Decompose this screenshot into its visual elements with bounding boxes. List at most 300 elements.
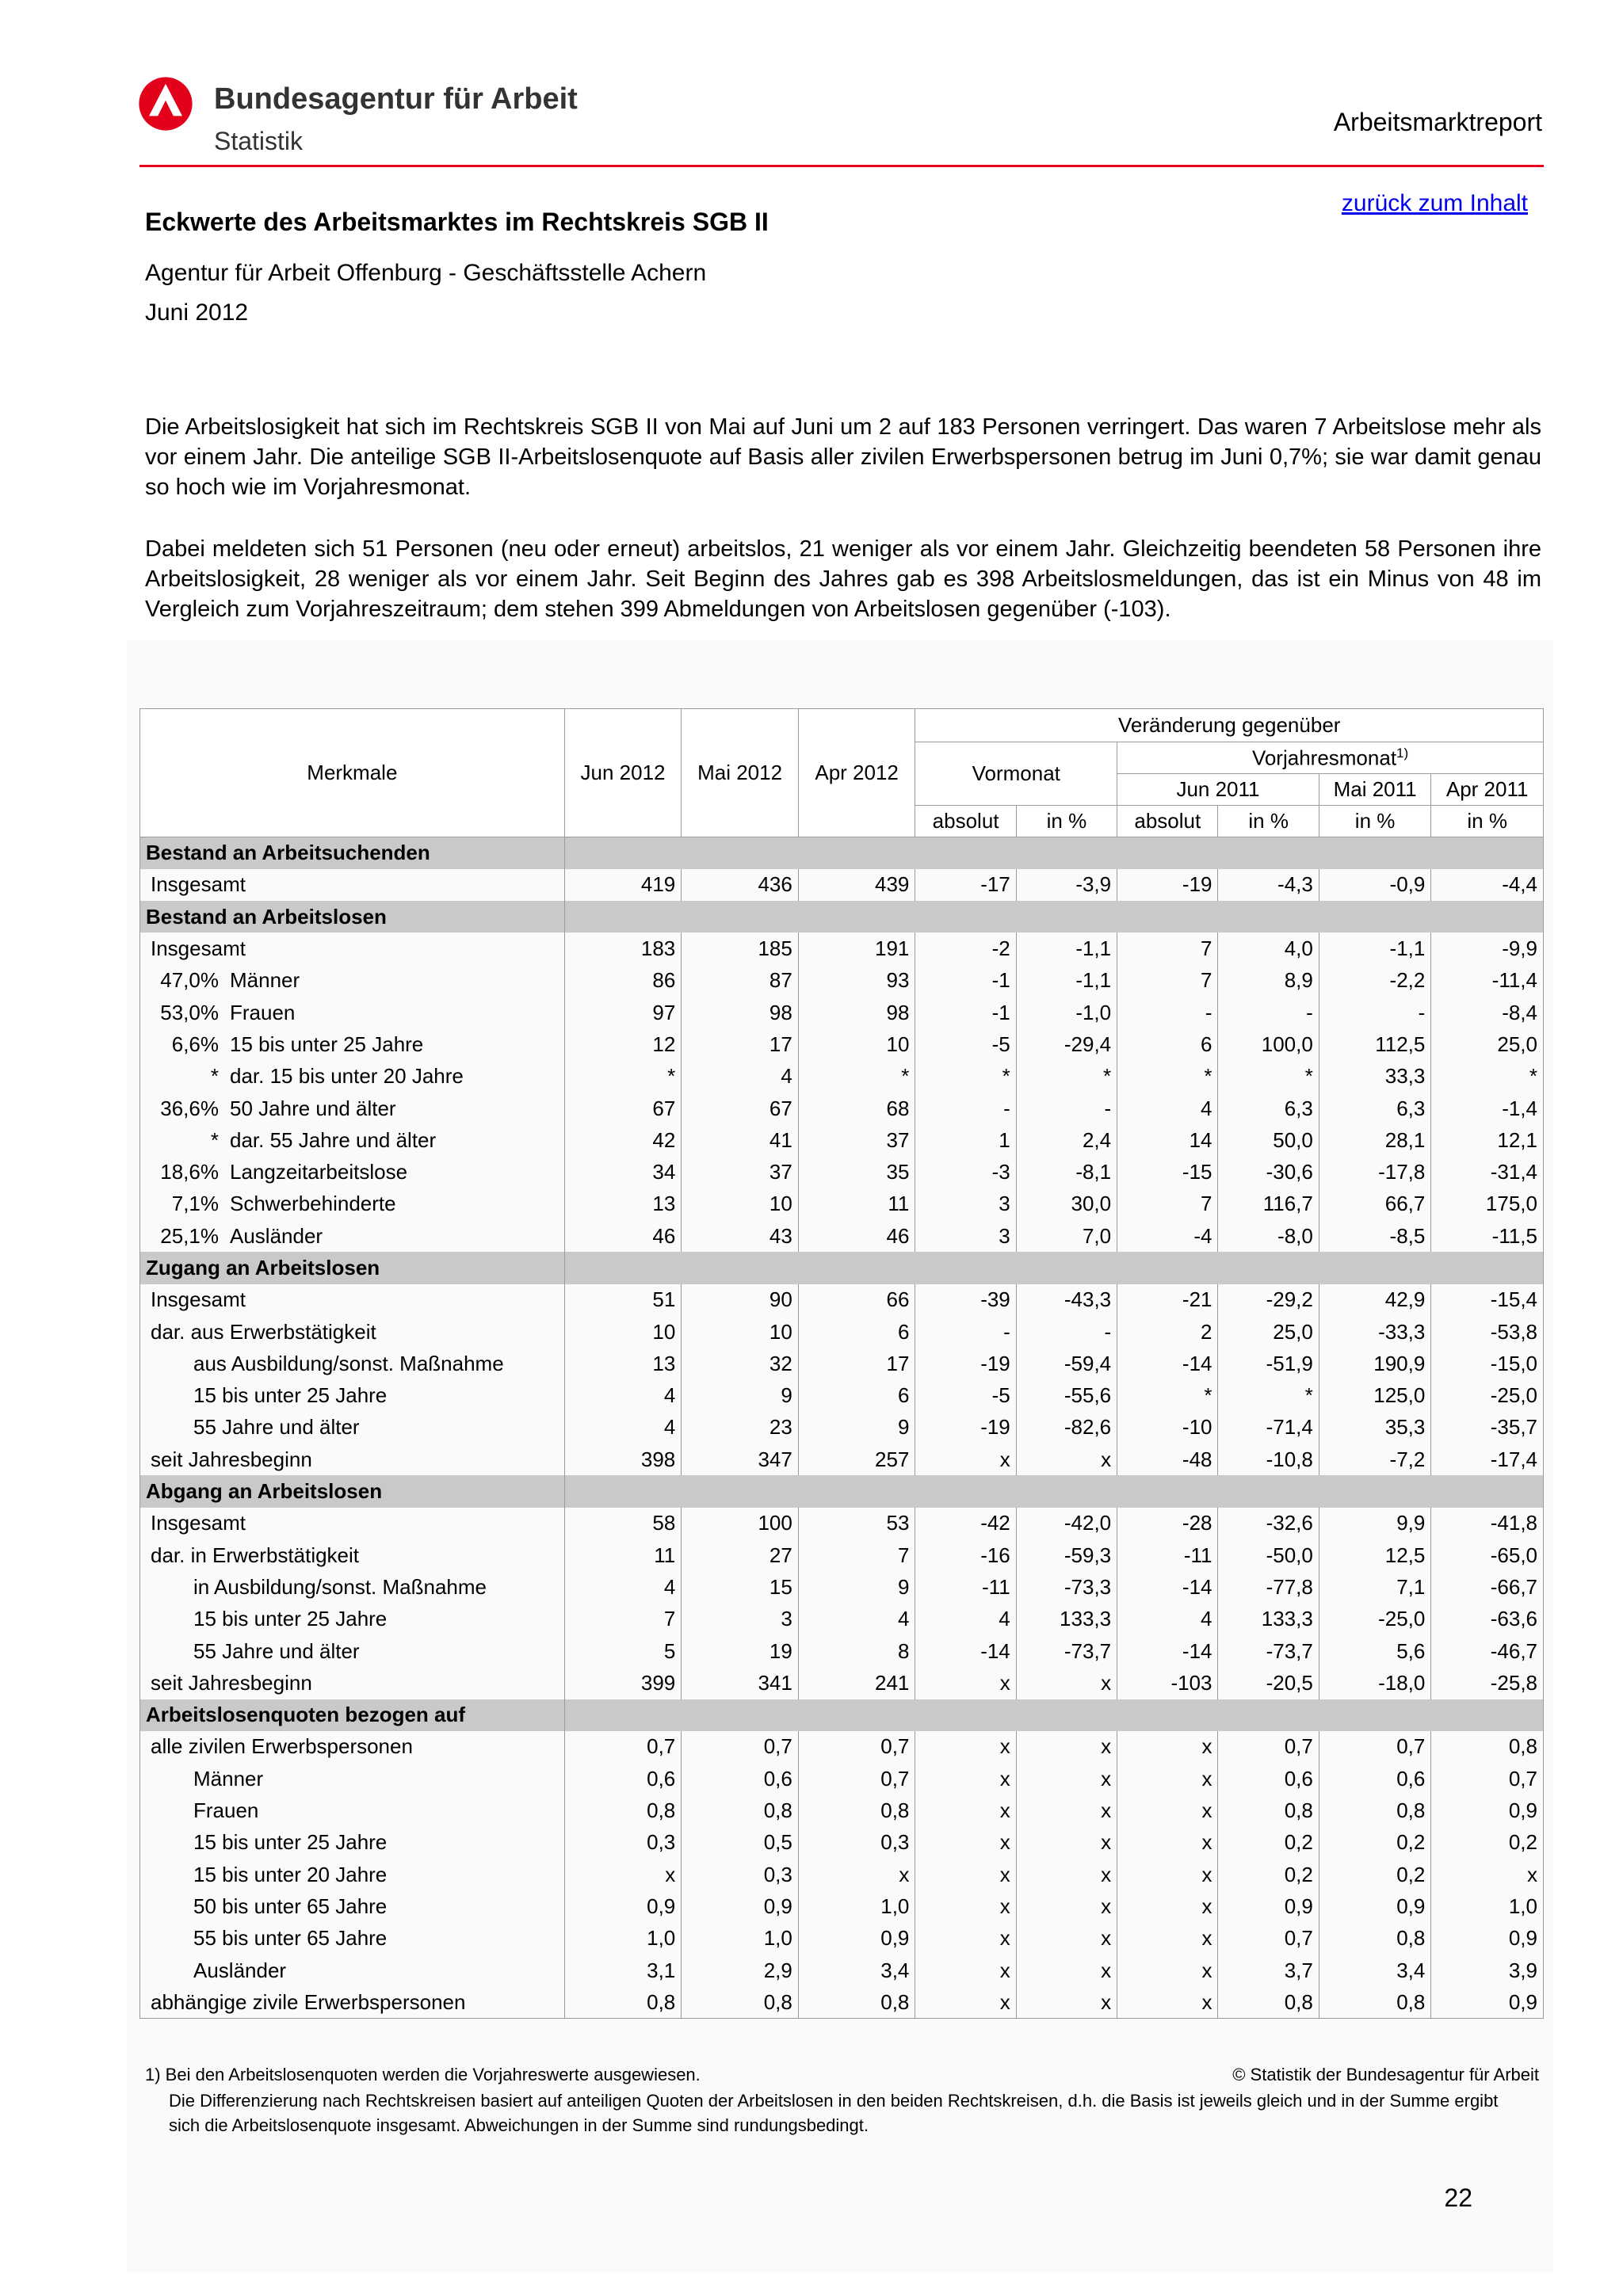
value-cell: -41,8 [1431, 1508, 1544, 1539]
value-cell: -10 [1117, 1412, 1218, 1444]
table-row [140, 1986, 1544, 2018]
value-cell: -11,4 [1431, 965, 1544, 997]
row-label-cell [140, 1444, 565, 1475]
section-fill-cell [1218, 1699, 1319, 1731]
row-label: Frauen [193, 1798, 259, 1823]
row-label: dar. aus Erwerbstätigkeit [151, 1319, 376, 1344]
value-cell: 0,7 [1319, 1731, 1431, 1763]
back-to-contents-link[interactable]: zurück zum Inhalt [1341, 190, 1528, 216]
row-share-pct: 53,0% [160, 1000, 219, 1024]
section-fill-cell [564, 1475, 682, 1507]
value-cell: 7 [1117, 1188, 1218, 1220]
section-fill-cell [1117, 1475, 1218, 1507]
value-cell: * [1218, 1061, 1319, 1093]
value-cell: 0,8 [682, 1794, 799, 1826]
value-cell: 4 [1117, 1604, 1218, 1635]
value-cell: 4 [915, 1604, 1016, 1635]
value-cell: * [1431, 1061, 1544, 1093]
value-cell: x [915, 1667, 1016, 1699]
value-cell: 98 [682, 997, 799, 1028]
value-cell: 15 [682, 1571, 799, 1603]
value-cell: -31,4 [1431, 1156, 1544, 1188]
value-cell: 90 [682, 1284, 799, 1316]
value-cell: 67 [564, 1093, 682, 1124]
value-cell: x [1016, 1955, 1117, 1986]
footnote-2: Die Differenzierung nach Rechtskreisen basiert auf anteiligen Quoten der Arbeitslosen in den beiden Rechtskreisen, d.h. die Basis ist jeweils gleich und in der Summe ergibt sich die Arbeitslosenquote insgesamt. Abweichungen in der Summe sind rundungsbedingt. [169, 2091, 1499, 2135]
value-cell: - [1319, 997, 1431, 1028]
section-fill-cell [798, 1252, 915, 1283]
value-cell: 13 [564, 1188, 682, 1220]
value-cell: x [915, 1890, 1016, 1922]
section-fill-cell [1218, 901, 1319, 933]
section-fill-cell [564, 837, 682, 869]
value-cell: 12 [564, 1028, 682, 1060]
value-cell: 7 [1117, 933, 1218, 964]
value-cell: 6 [1117, 1028, 1218, 1060]
value-cell: 23 [682, 1412, 799, 1444]
section-fill-cell [798, 901, 915, 933]
value-cell: 1,0 [564, 1923, 682, 1955]
value-cell: 66,7 [1319, 1188, 1431, 1220]
section-fill-cell [1016, 1699, 1117, 1731]
col-vj-absolut: absolut [1117, 806, 1218, 837]
value-cell: 4 [682, 1061, 799, 1093]
row-label: 55 Jahre und älter [193, 1415, 360, 1440]
value-cell: 68 [798, 1093, 915, 1124]
section-fill-cell [1218, 1252, 1319, 1283]
section-fill-cell [682, 1699, 799, 1731]
value-cell: -46,7 [1431, 1635, 1544, 1667]
value-cell: -1,4 [1431, 1093, 1544, 1124]
value-cell: 14 [1117, 1124, 1218, 1156]
row-label: dar. in Erwerbstätigkeit [151, 1543, 360, 1567]
value-cell: 0,6 [564, 1763, 682, 1794]
value-cell: -1,1 [1016, 933, 1117, 964]
value-cell: 112,5 [1319, 1028, 1431, 1060]
value-cell: 9 [798, 1571, 915, 1603]
value-cell: 35 [798, 1156, 915, 1188]
value-cell: 19 [682, 1635, 799, 1667]
table-body [140, 837, 1544, 2019]
value-cell: -65,0 [1431, 1539, 1544, 1571]
copyright: © Statistik der Bundesagentur für Arbeit [1232, 2065, 1539, 2084]
row-label: Insgesamt [151, 936, 246, 961]
col-jun2011: Jun 2011 [1117, 774, 1319, 806]
row-label-cell [140, 1667, 565, 1699]
value-cell: -63,6 [1431, 1604, 1544, 1635]
value-cell: x [1117, 1859, 1218, 1890]
section-fill-cell [1016, 901, 1117, 933]
value-cell: -73,7 [1218, 1635, 1319, 1667]
value-cell: 0,9 [1431, 1923, 1544, 1955]
value-cell: 9,9 [1319, 1508, 1431, 1539]
value-cell: 10 [682, 1316, 799, 1348]
value-cell: 0,7 [798, 1763, 915, 1794]
row-label-cell [140, 1571, 565, 1603]
value-cell: 0,9 [1218, 1890, 1319, 1922]
value-cell: 51 [564, 1284, 682, 1316]
table-row [140, 1061, 1544, 1093]
row-label-cell [140, 1093, 565, 1124]
value-cell: -4,3 [1218, 869, 1319, 901]
value-cell: 7,0 [1016, 1220, 1117, 1252]
section-label: Abgang an Arbeitslosen [140, 1475, 565, 1507]
section-fill-cell [1431, 901, 1544, 933]
value-cell: 34 [564, 1156, 682, 1188]
row-label-cell [140, 1794, 565, 1826]
value-cell: -42,0 [1016, 1508, 1117, 1539]
section-fill-cell [564, 901, 682, 933]
value-cell: x [915, 1923, 1016, 1955]
value-cell: 2,9 [682, 1955, 799, 1986]
value-cell: - [915, 1316, 1016, 1348]
value-cell: -30,6 [1218, 1156, 1319, 1188]
summary-paragraph-1: Die Arbeitslosigkeit hat sich im Rechtskreis SGB II von Mai auf Juni um 2 auf 183 Personen verringert. Das waren 7 Arbeitslose mehr als vor einem Jahr. Die anteilige SGB II-Arbeitslosenquote auf Basis aller zivilen Erwerbspersonen betrug im Juni 0,7%; sie war damit genau so hoch wie im Vorjahresmonat. [145, 414, 1541, 500]
value-cell: 0,5 [682, 1827, 799, 1859]
value-cell: 6,3 [1218, 1093, 1319, 1124]
table-row [140, 1124, 1544, 1156]
value-cell: -1,0 [1016, 997, 1117, 1028]
value-cell: x [564, 1859, 682, 1890]
value-cell: -25,8 [1431, 1667, 1544, 1699]
section-fill-cell [1319, 901, 1431, 933]
value-cell: 0,8 [682, 1986, 799, 2018]
table-row [140, 869, 1544, 901]
value-cell: 10 [798, 1028, 915, 1060]
col-mai2011-pct: in % [1319, 806, 1431, 837]
value-cell: -11 [1117, 1539, 1218, 1571]
value-cell: 3,7 [1218, 1955, 1319, 1986]
section-fill-cell [564, 1252, 682, 1283]
section-fill-cell [1117, 837, 1218, 869]
value-cell: x [915, 1986, 1016, 2018]
value-cell: 0,8 [564, 1986, 682, 2018]
section-fill-cell [1218, 837, 1319, 869]
row-label-cell [140, 1348, 565, 1379]
value-cell: 42 [564, 1124, 682, 1156]
value-cell: 1,0 [682, 1923, 799, 1955]
value-cell: -14 [1117, 1571, 1218, 1603]
table-row [140, 1156, 1544, 1188]
row-label-cell [140, 965, 565, 997]
value-cell: x [915, 1955, 1016, 1986]
value-cell: 42,9 [1319, 1284, 1431, 1316]
value-cell: 0,6 [682, 1763, 799, 1794]
section-fill-cell [682, 1252, 799, 1283]
row-share-pct: 25,1% [160, 1223, 219, 1248]
value-cell: 46 [564, 1220, 682, 1252]
row-label-cell [140, 1124, 565, 1156]
row-share-pct: 18,6% [160, 1160, 219, 1184]
col-group-vorjahresmonat [1117, 742, 1544, 774]
row-label-cell [140, 1859, 565, 1890]
value-cell: 3,4 [1319, 1955, 1431, 1986]
value-cell: - [1016, 1093, 1117, 1124]
value-cell: 93 [798, 965, 915, 997]
value-cell: -103 [1117, 1667, 1218, 1699]
row-share-pct: 7,1% [171, 1192, 219, 1216]
table-row [140, 1571, 1544, 1603]
value-cell: -19 [915, 1412, 1016, 1444]
value-cell: 7 [1117, 965, 1218, 997]
row-label: aus Ausbildung/sonst. Maßnahme [193, 1351, 504, 1375]
col-group-veraenderung: Veränderung gegenüber [915, 709, 1544, 742]
value-cell: x [1016, 1794, 1117, 1826]
table-row [140, 1667, 1544, 1699]
value-cell: x [1117, 1986, 1218, 2018]
value-cell: 8 [798, 1635, 915, 1667]
footnote-1: 1) Bei den Arbeitslosenquoten werden die Vorjahreswerte ausgewiesen. [145, 2065, 701, 2084]
value-cell: 5 [564, 1635, 682, 1667]
value-cell: 3 [915, 1220, 1016, 1252]
value-cell: 0,8 [564, 1794, 682, 1826]
value-cell: -77,8 [1218, 1571, 1319, 1603]
col-apr2011-pct: in % [1431, 806, 1544, 837]
value-cell: - [1218, 997, 1319, 1028]
value-cell: 0,3 [564, 1827, 682, 1859]
value-cell: 86 [564, 965, 682, 997]
value-cell: 98 [798, 997, 915, 1028]
value-cell: 5,6 [1319, 1635, 1431, 1667]
value-cell: 439 [798, 869, 915, 901]
value-cell: 100 [682, 1508, 799, 1539]
value-cell: -16 [915, 1539, 1016, 1571]
value-cell: * [915, 1061, 1016, 1093]
row-label: Insgesamt [151, 872, 246, 897]
footnote-marker: 1) [1396, 745, 1409, 761]
value-cell: 3,9 [1431, 1955, 1544, 1986]
value-cell: -5 [915, 1028, 1016, 1060]
value-cell: 0,2 [1319, 1827, 1431, 1859]
row-label: 15 bis unter 25 Jahre [193, 1607, 388, 1631]
value-cell: 58 [564, 1508, 682, 1539]
value-cell: 67 [682, 1093, 799, 1124]
value-cell: -14 [915, 1635, 1016, 1667]
table-row [140, 1604, 1544, 1635]
table-row [140, 1763, 1544, 1794]
value-cell: 7 [798, 1539, 915, 1571]
row-label-cell [140, 1763, 565, 1794]
table-row [140, 1794, 1544, 1826]
value-cell: 0,7 [1218, 1731, 1319, 1763]
value-cell: 2 [1117, 1316, 1218, 1348]
row-label: Ausländer [230, 1223, 323, 1248]
value-cell: 17 [682, 1028, 799, 1060]
value-cell: 12,5 [1319, 1539, 1431, 1571]
row-label: 50 Jahre und älter [230, 1096, 396, 1120]
table-row [140, 1635, 1544, 1667]
value-cell: 87 [682, 965, 799, 997]
value-cell: x [1117, 1955, 1218, 1986]
row-share-pct: 6,6% [171, 1032, 219, 1056]
value-cell: 8,9 [1218, 965, 1319, 997]
agency-subtitle: Agentur für Arbeit Offenburg - Geschäftsstelle Achern [145, 260, 707, 286]
value-cell: * [1117, 1061, 1218, 1093]
section-fill-cell [682, 901, 799, 933]
table-row [140, 997, 1544, 1028]
value-cell: 0,2 [1218, 1827, 1319, 1859]
value-cell: -2,2 [1319, 965, 1431, 997]
value-cell: -55,6 [1016, 1380, 1117, 1412]
value-cell: -11 [915, 1571, 1016, 1603]
value-cell: 0,8 [1218, 1794, 1319, 1826]
value-cell: 0,8 [1319, 1794, 1431, 1826]
value-cell: -15,4 [1431, 1284, 1544, 1316]
value-cell: 0,7 [682, 1731, 799, 1763]
value-cell: -0,9 [1319, 869, 1431, 901]
value-cell: -20,5 [1218, 1667, 1319, 1699]
row-label-cell [140, 1827, 565, 1859]
value-cell: x [915, 1827, 1016, 1859]
value-cell: x [1016, 1444, 1117, 1475]
value-cell: 4 [564, 1412, 682, 1444]
section-row [140, 1699, 1544, 1731]
value-cell: 0,7 [1431, 1763, 1544, 1794]
row-label: seit Jahresbeginn [151, 1447, 312, 1471]
section-fill-cell [1016, 1475, 1117, 1507]
section-fill-cell [1319, 1252, 1431, 1283]
value-cell: 7 [564, 1604, 682, 1635]
value-cell: -19 [915, 1348, 1016, 1379]
section-fill-cell [798, 1475, 915, 1507]
value-cell: -1,1 [1016, 965, 1117, 997]
value-cell: -42 [915, 1508, 1016, 1539]
value-cell: 0,3 [682, 1859, 799, 1890]
value-cell: 53 [798, 1508, 915, 1539]
value-cell: 133,3 [1218, 1604, 1319, 1635]
value-cell: -25,0 [1319, 1604, 1431, 1635]
value-cell: 0,2 [1431, 1827, 1544, 1859]
row-label: Insgesamt [151, 1287, 246, 1312]
value-cell: 4,0 [1218, 933, 1319, 964]
value-cell: 2,4 [1016, 1124, 1117, 1156]
value-cell: -7,2 [1319, 1444, 1431, 1475]
value-cell: 0,3 [798, 1827, 915, 1859]
value-cell: 257 [798, 1444, 915, 1475]
value-cell: -73,7 [1016, 1635, 1117, 1667]
value-cell: 419 [564, 869, 682, 901]
section-fill-cell [1319, 1475, 1431, 1507]
value-cell: 37 [798, 1124, 915, 1156]
period-subtitle: Juni 2012 [145, 299, 249, 326]
row-label-cell [140, 933, 565, 964]
value-cell: x [1431, 1859, 1544, 1890]
section-fill-cell [1117, 901, 1218, 933]
section-row [140, 901, 1544, 933]
value-cell: 9 [798, 1412, 915, 1444]
value-cell: 341 [682, 1667, 799, 1699]
value-cell: 347 [682, 1444, 799, 1475]
value-cell: x [1016, 1763, 1117, 1794]
row-label: 15 bis unter 25 Jahre [193, 1830, 388, 1855]
value-cell: 3,4 [798, 1955, 915, 1986]
table-row [140, 1284, 1544, 1316]
value-cell: 0,8 [798, 1986, 915, 2018]
table-row [140, 1539, 1544, 1571]
value-cell: 13 [564, 1348, 682, 1379]
value-cell: -1 [915, 997, 1016, 1028]
section-label: Arbeitslosenquoten bezogen auf [140, 1699, 565, 1731]
section-fill-cell [1016, 837, 1117, 869]
table-row [140, 1955, 1544, 1986]
value-cell: 27 [682, 1539, 799, 1571]
value-cell: 191 [798, 933, 915, 964]
value-cell: 1,0 [1431, 1890, 1544, 1922]
value-cell: -8,1 [1016, 1156, 1117, 1188]
value-cell: -8,0 [1218, 1220, 1319, 1252]
row-label: Schwerbehinderte [230, 1192, 396, 1216]
value-cell: 0,2 [1218, 1859, 1319, 1890]
section-fill-cell [1016, 1252, 1117, 1283]
summary-paragraph-2: Dabei meldeten sich 51 Personen (neu oder erneut) arbeitslos, 21 weniger als vor einem Jahr. Gleichzeitig beendeten 58 Personen ihre Arbeitslosigkeit, 28 weniger als vor einem Jahr. Seit Beginn des Jahres gab es 398 Arbeitslosmeldungen, das ist ein Minus von 48 im Vergleich zum Vorjahreszeitraum; dem stehen 399 Abmeldungen von Arbeitslosen gegenüber (-103). [145, 536, 1541, 622]
value-cell: -3 [915, 1156, 1016, 1188]
value-cell: * [1016, 1061, 1117, 1093]
value-cell: 32 [682, 1348, 799, 1379]
value-cell: 30,0 [1016, 1188, 1117, 1220]
value-cell: x [915, 1763, 1016, 1794]
value-cell: -4 [1117, 1220, 1218, 1252]
section-row [140, 837, 1544, 869]
value-cell: * [1117, 1380, 1218, 1412]
value-cell: 25,0 [1218, 1316, 1319, 1348]
row-label: in Ausbildung/sonst. Maßnahme [193, 1574, 487, 1599]
value-cell: -14 [1117, 1348, 1218, 1379]
section-fill-cell [1431, 1699, 1544, 1731]
value-cell: 0,6 [1319, 1763, 1431, 1794]
value-cell: 398 [564, 1444, 682, 1475]
table-row [140, 1028, 1544, 1060]
value-cell: x [915, 1731, 1016, 1763]
table-row [140, 1093, 1544, 1124]
ba-logo-icon [138, 76, 193, 132]
value-cell: x [915, 1794, 1016, 1826]
section-fill-cell [1117, 1699, 1218, 1731]
col-jun2012: Jun 2012 [564, 709, 682, 837]
value-cell: x [1016, 1667, 1117, 1699]
col-group-vormonat: Vormonat [915, 742, 1117, 806]
value-cell: -17,8 [1319, 1156, 1431, 1188]
row-label: dar. 15 bis unter 20 Jahre [230, 1064, 464, 1089]
row-share-pct: 36,6% [160, 1096, 219, 1120]
row-label-cell [140, 869, 565, 901]
value-cell: -71,4 [1218, 1412, 1319, 1444]
value-cell: -48 [1117, 1444, 1218, 1475]
value-cell: * [1218, 1380, 1319, 1412]
row-label-cell [140, 1061, 565, 1093]
value-cell: 1,0 [798, 1890, 915, 1922]
value-cell: 35,3 [1319, 1412, 1431, 1444]
value-cell: 183 [564, 933, 682, 964]
value-cell: 11 [564, 1539, 682, 1571]
vorjahresmonat-label: Vorjahresmonat [1251, 746, 1397, 770]
row-label-cell [140, 1890, 565, 1922]
table-row [140, 1316, 1544, 1348]
value-cell: 6 [798, 1316, 915, 1348]
value-cell: 4 [798, 1604, 915, 1635]
value-cell: x [798, 1859, 915, 1890]
value-cell: 0,9 [682, 1890, 799, 1922]
value-cell: 50,0 [1218, 1124, 1319, 1156]
section-label: Bestand an Arbeitslosen [140, 901, 565, 933]
row-label: 55 bis unter 65 Jahre [193, 1926, 388, 1951]
value-cell: x [915, 1444, 1016, 1475]
value-cell: 41 [682, 1124, 799, 1156]
value-cell: 9 [682, 1380, 799, 1412]
row-label: 55 Jahre und älter [193, 1638, 360, 1663]
value-cell: x [1117, 1763, 1218, 1794]
value-cell: 0,9 [1431, 1794, 1544, 1826]
value-cell: 399 [564, 1667, 682, 1699]
